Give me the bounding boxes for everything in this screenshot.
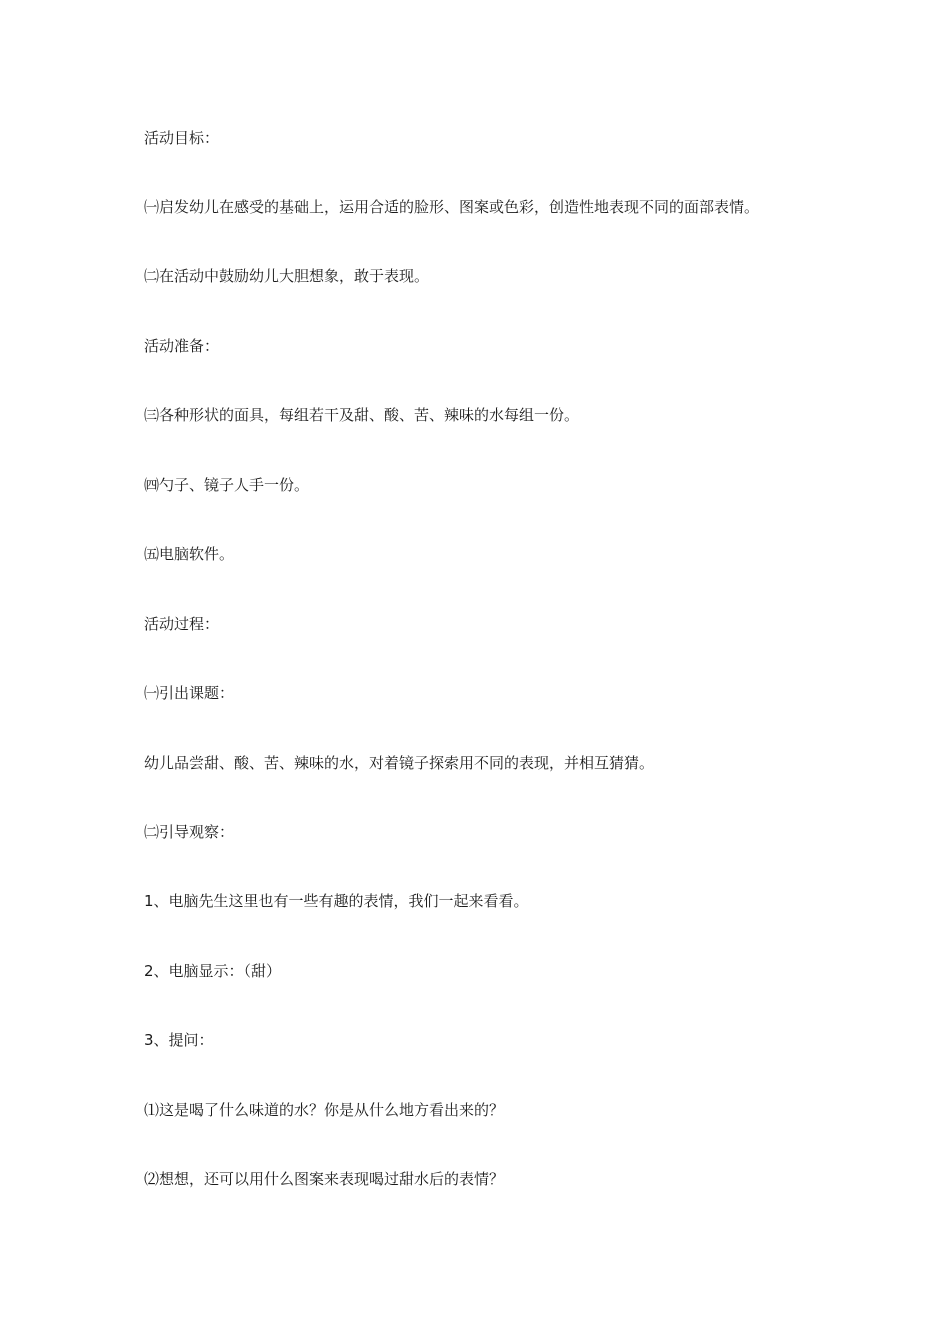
process-step-1-text: 幼儿品尝甜、酸、苦、辣味的水，对着镜子探索用不同的表现，并相互猜猜。 [144,754,655,772]
goal-item-2: ㈡在活动中鼓励幼儿大胆想象，敢于表现。 [144,267,430,285]
heading-activity-preparation: 活动准备： [144,337,220,355]
heading-activity-goals: 活动目标： [144,129,220,147]
heading-activity-process: 活动过程： [144,615,220,633]
process-step-2-item-1: 1、电脑先生这里也有一些有趣的表情，我们一起来看看。 [144,892,529,910]
preparation-item-1: ㈢各种形状的面具，每组若干及甜、酸、苦、辣味的水每组一份。 [144,406,580,424]
question-1: ⑴这是喝了什么味道的水？你是从什么地方看出来的？ [144,1101,505,1119]
process-step-2-title: ㈡引导观察： [144,823,235,841]
process-step-2-item-2: 2、电脑显示：（甜） [144,962,282,980]
preparation-item-3: ㈤电脑软件。 [144,545,235,563]
question-2: ⑵想想，还可以用什么图案来表现喝过甜水后的表情？ [144,1170,505,1188]
preparation-item-2: ㈣勺子、镜子人手一份。 [144,476,310,494]
process-step-1-title: ㈠引出课题： [144,684,235,702]
goal-item-1: ㈠启发幼儿在感受的基础上，运用合适的脸形、图案或色彩，创造性地表现不同的面部表情。 [144,198,760,216]
process-step-2-item-3: 3、提问： [144,1031,214,1049]
